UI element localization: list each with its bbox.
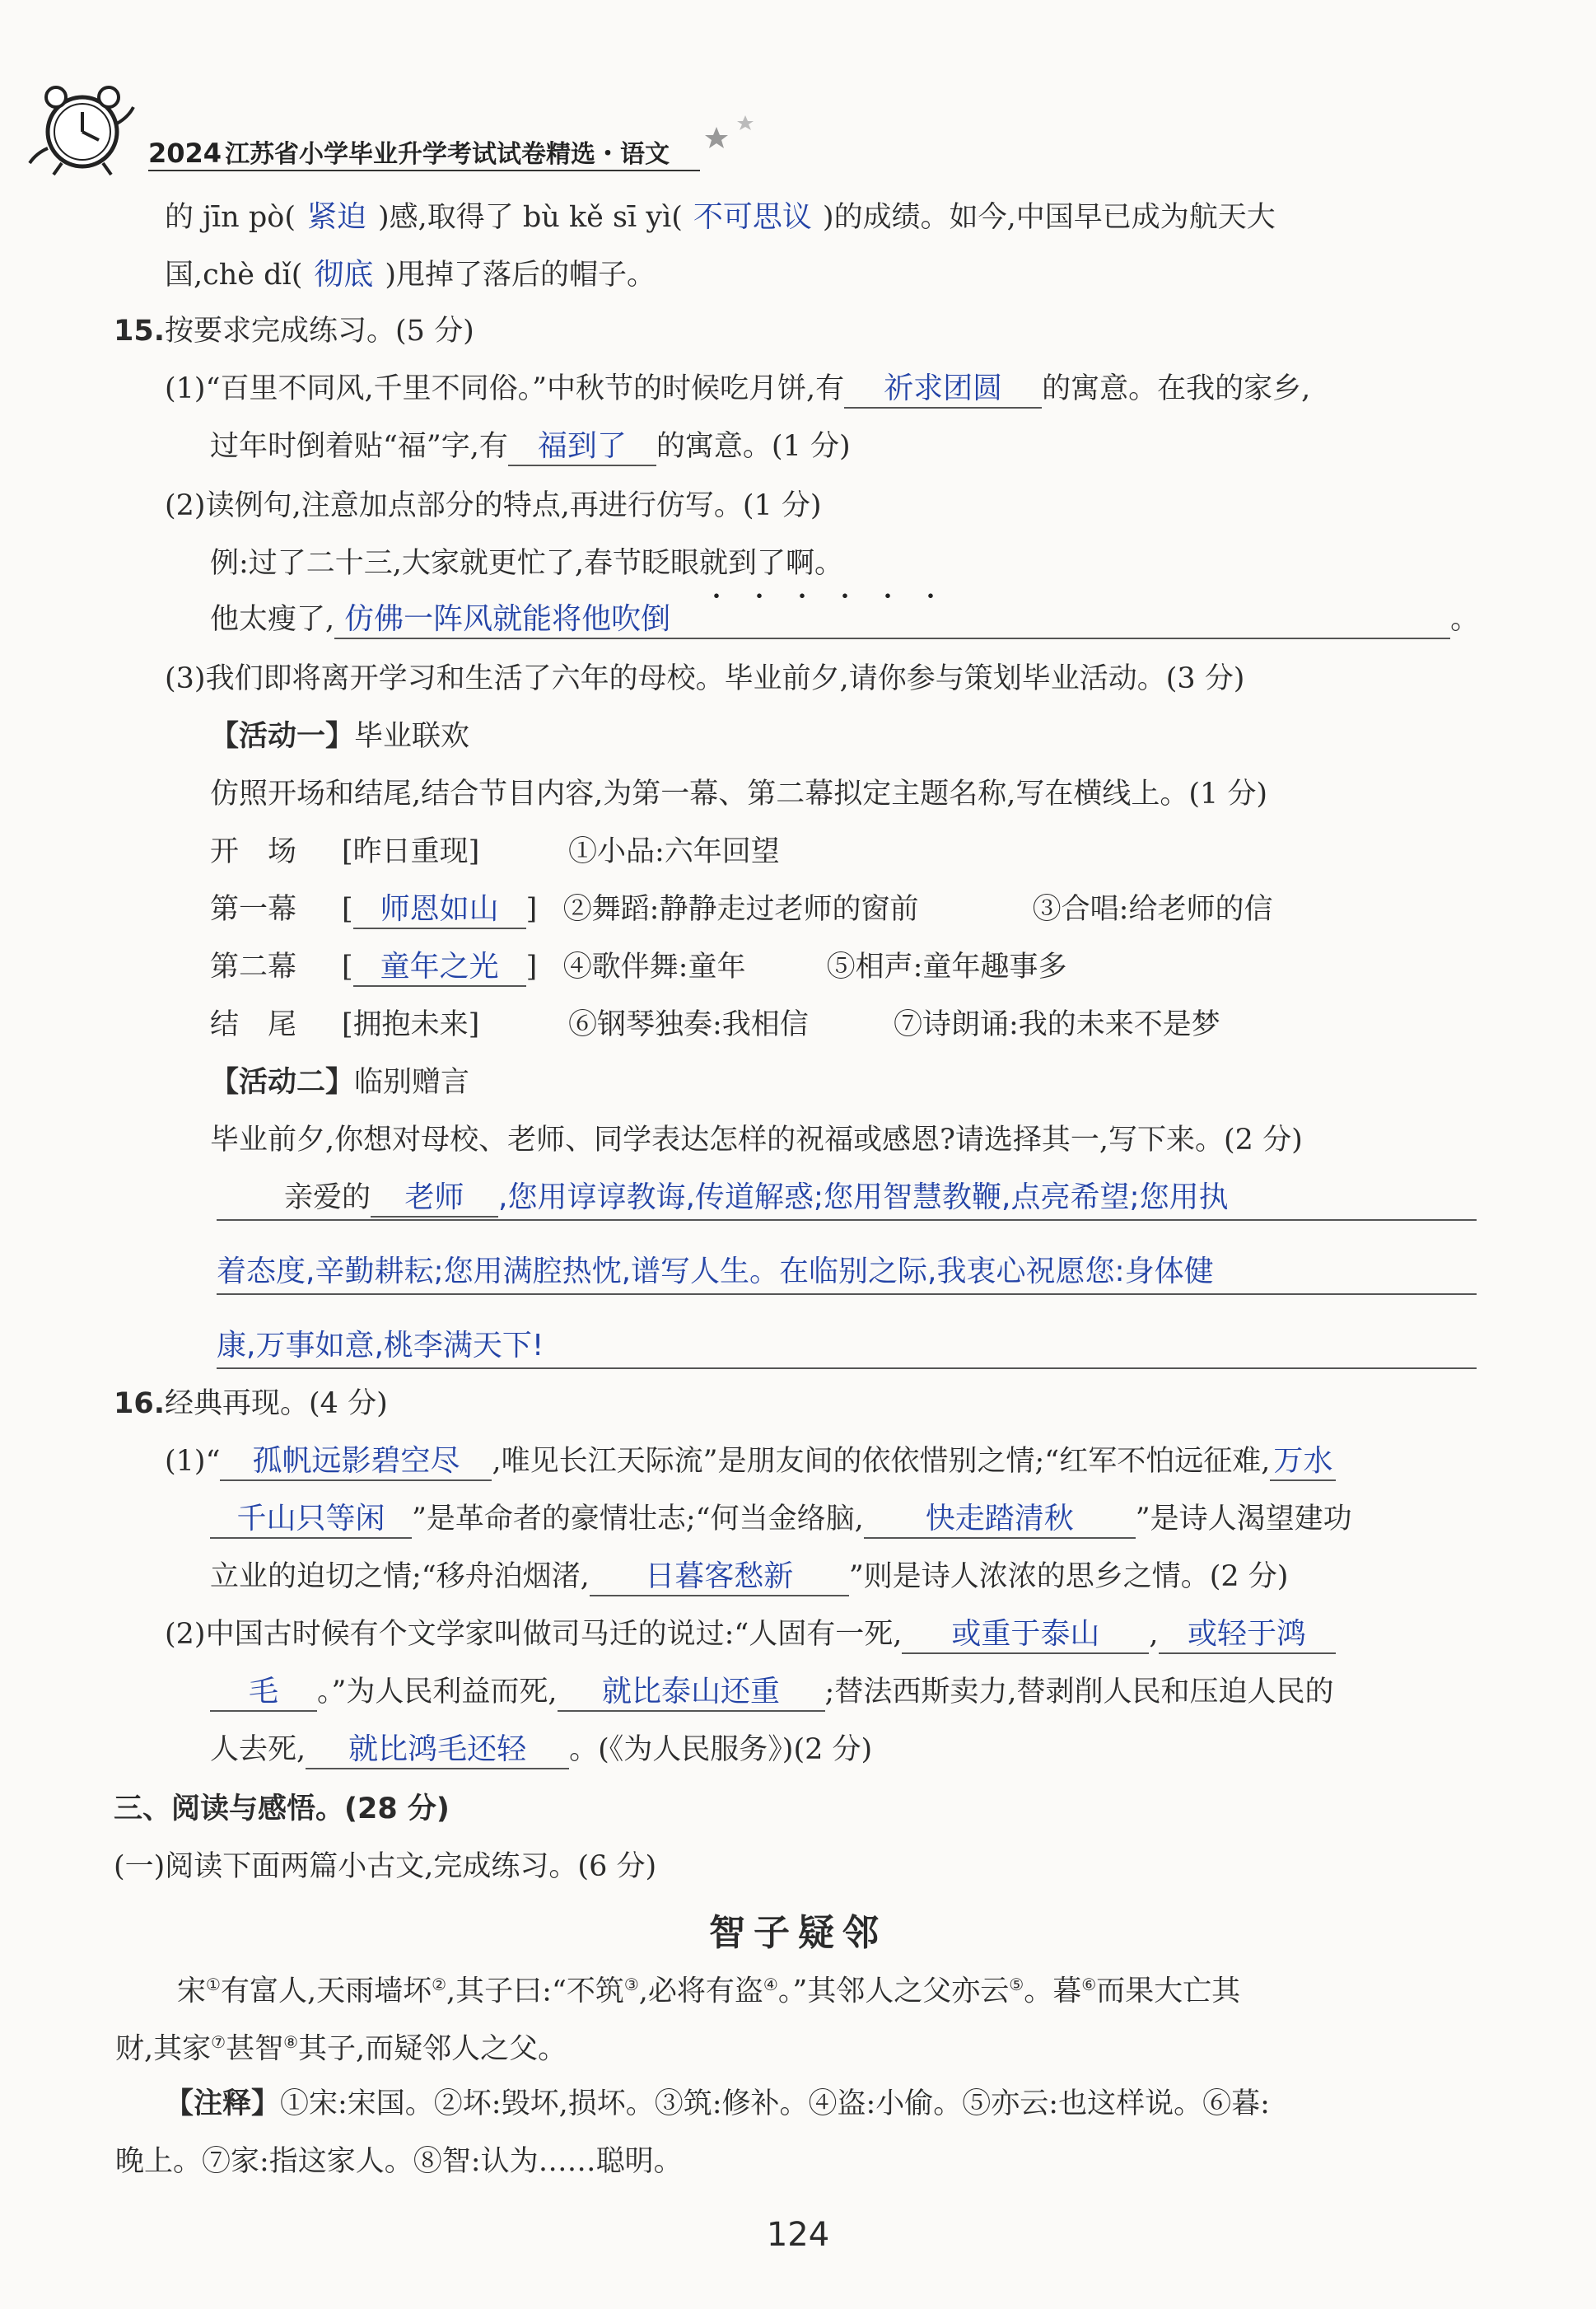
story-line: 宋①有富人,天雨墙坏②,其子曰:“不筑③,必将有盗④。”其邻人之父亦云⑤。暮⑥而果大亡其 <box>177 1975 1241 2008</box>
answer-text: 紧迫 <box>306 200 366 234</box>
answer-blank: 就比泰山还重 <box>558 1674 825 1712</box>
answer-blank: 千山只等闲 <box>210 1501 412 1539</box>
answer-blank: 或轻于鸿 <box>1159 1616 1336 1654</box>
star-decoration-icon <box>700 110 766 160</box>
answer-blank: 孤帆远影碧空尽 <box>220 1443 492 1481</box>
text-line: 千山只等闲 ”是革命者的豪情壮志;“何当金络脑, 快走踏清秋 ”是诗人渴望建功 <box>210 1499 1352 1539</box>
header-rule <box>148 170 700 171</box>
question-15: 15.按要求完成练习。(5 分) <box>114 315 474 348</box>
notes-line: 【注释】①宋:宋国。②坏:毁坏,损坏。③筑:修补。④盗:小偷。⑤亦云:也这样说。⑥暮: <box>165 2087 1270 2120</box>
answer-rule <box>217 1293 1477 1295</box>
text-line: (1)“百里不同风,千里不同俗。”中秋节的时候吃月饼,有 祈求团圆 的寓意。在我的家乡, <box>165 369 1310 409</box>
text-line <box>217 1252 1214 1292</box>
answer-rule <box>217 1219 1477 1221</box>
header-year: 2024 <box>148 138 222 169</box>
program-row: 开 场 [昨日重现] ①小品:六年回望 <box>210 835 780 868</box>
answer-blank: 福到了 <box>508 428 656 466</box>
answer-blank: 祈求团圆 <box>844 371 1042 409</box>
header-subject: 江苏省小学毕业升学考试试卷精选・语文 <box>225 140 670 169</box>
text-line: 过年时倒着贴“福”字,有 福到了 的寓意。(1 分) <box>210 427 851 466</box>
answer-blank: 童年之光 <box>353 949 526 987</box>
alarm-clock-icon <box>25 74 148 181</box>
program-row: 结 尾 [拥抱未来] ⑥钢琴独奏:我相信 ⑦诗朗诵:我的未来不是梦 <box>210 1008 1220 1041</box>
section-3-heading: 三、阅读与感悟。(28 分) <box>114 1793 450 1825</box>
text-line: 【活动二】临别赠言 <box>210 1066 470 1099</box>
answer-text: 着态度,辛勤耕耘;您用满腔热忱,谱写人生。在临别之际,我衷心祝愿您:身体健 <box>217 1255 1214 1288</box>
text-line: 例:过了二十三,大家就更忙了,春节眨眼就到了啊。 <box>210 547 844 580</box>
text-line: 他太瘦了, 仿佛一阵风就能将他吹倒 。 <box>210 600 1479 639</box>
answer-blank: 快走踏清秋 <box>864 1501 1136 1539</box>
answer-blank: 日暮客愁新 <box>590 1559 849 1596</box>
text-line: (3)我们即将离开学习和生活了六年的母校。毕业前夕,请你参与策划毕业活动。(3 分) <box>165 662 1245 695</box>
text-line: 毕业前夕,你想对母校、老师、同学表达怎样的祝福或感恩?请选择其一,写下来。(2 分) <box>210 1124 1303 1157</box>
text-line: 仿照开场和结尾,结合节目内容,为第一幕、第二幕拟定主题名称,写在横线上。(1 分) <box>210 778 1268 811</box>
answer-blank: 师恩如山 <box>353 891 526 929</box>
answer-blank: 就比鸿毛还轻 <box>306 1732 569 1769</box>
text-line: 毛 。”为人民利益而死, 就比泰山还重 ;替法西斯卖力,替剥削人民和压迫人民的 <box>210 1672 1333 1712</box>
answer-text: 康,万事如意,桃李满天下! <box>217 1329 544 1362</box>
program-row: 第二幕 [ 童年之光 ] ④歌伴舞:童年 ⑤相声:童年趣事多 <box>210 947 1066 987</box>
text-line: 立业的迫切之情;“移舟泊烟渚, 日暮客愁新 ”则是诗人浓浓的思乡之情。(2 分) <box>210 1557 1288 1596</box>
text-line: 亲爱的 老师 ,您用谆谆教诲,传道解惑;您用智慧教鞭,点亮希望;您用执 <box>284 1178 1229 1218</box>
text-line: 的 jīn pò( 紧迫 )感,取得了 bù kě sī yì( 不可思议 )的成绩。如今,中国早已成为航天大 <box>165 198 1276 237</box>
text-line: 国,chè dǐ( 彻底 )甩掉了落后的帽子。 <box>165 255 656 295</box>
program-row: 第一幕 [ 师恩如山 ] ②舞蹈:静静走过老师的窗前 ③合唱:给老师的信 <box>210 890 1272 929</box>
answer-blank: 毛 <box>210 1674 317 1712</box>
story-title: 智子疑邻 <box>709 1912 887 1954</box>
emphasis-dots: ・・・・・・ <box>704 583 961 612</box>
text-line: (2)读例句,注意加点部分的特点,再进行仿写。(1 分) <box>165 489 822 522</box>
answer-blank: 万水 <box>1270 1443 1336 1481</box>
answer-blank: 仿佛一阵风就能将他吹倒 <box>334 601 1450 639</box>
answer-rule <box>217 1367 1477 1369</box>
answer-text: ,您用谆谆教诲,传道解惑;您用智慧教鞭,点亮希望;您用执 <box>498 1180 1229 1214</box>
text-line: 【活动一】毕业联欢 <box>210 720 470 753</box>
answer-blank: 或重于泰山 <box>902 1616 1149 1654</box>
header-title <box>148 133 670 170</box>
answer-text: 不可思议 <box>693 200 812 234</box>
page-header <box>25 74 766 173</box>
text-line: (2)中国古时候有个文学家叫做司马迁的说过:“人固有一死, 或重于泰山 , 或轻于鸿 <box>165 1615 1336 1654</box>
section-3-1-heading: (一)阅读下面两篇小古文,完成练习。(6 分) <box>114 1850 657 1883</box>
story-line: 财,其家⑦甚智⑧其子,而疑邻人之父。 <box>115 2032 567 2066</box>
text-line <box>217 1326 544 1366</box>
text-line: 人去死, 就比鸿毛还轻 。(《为人民服务》)(2 分) <box>210 1730 872 1769</box>
notes-line: 晚上。⑦家:指这家人。⑧智:认为……聪明。 <box>115 2145 683 2178</box>
page-number: 124 <box>766 2216 830 2254</box>
text-line: (1)“ 孤帆远影碧空尽 ,唯见长江天际流”是朋友间的依依惜别之情;“红军不怕远征难, 万水 <box>165 1442 1336 1481</box>
answer-text: 彻底 <box>314 258 374 292</box>
question-16: 16.经典再现。(4 分) <box>114 1387 388 1420</box>
answer-blank: 老师 <box>371 1180 498 1218</box>
